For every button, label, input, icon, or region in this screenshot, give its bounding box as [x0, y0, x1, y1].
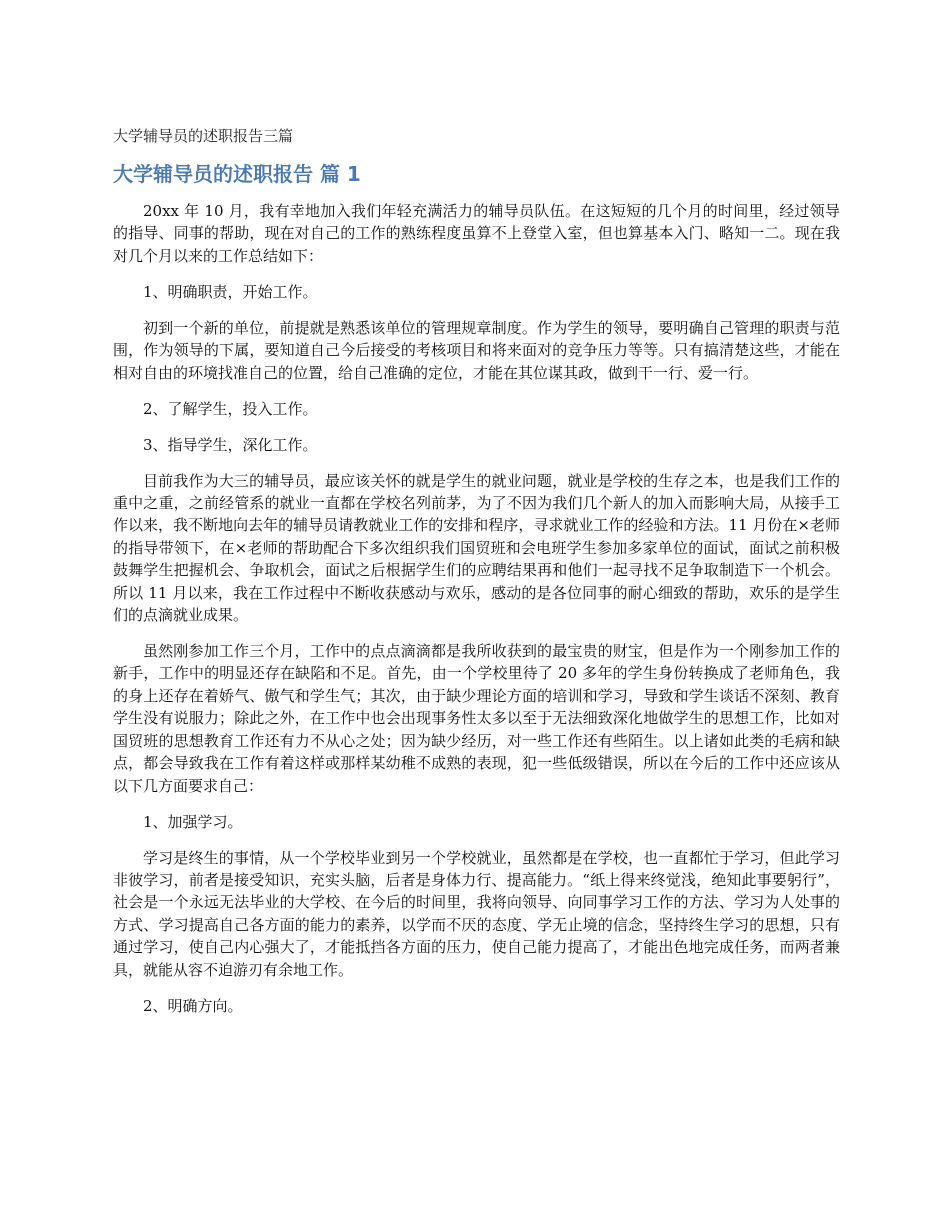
paragraph-intro: 20xx 年 10 月，我有幸地加入我们年轻充满活力的辅导员队伍。在这短短的几个月的时间里，经过领导的指导、同事的帮助，现在对自己的工作的熟练程度虽算不上登堂入室，但也算基本入门、略知一二。现在我对几个月以来的工作总结如下：: [113, 202, 840, 265]
list-item-understand-students: 2、了解学生，投入工作。: [143, 399, 318, 418]
section-heading: 大学辅导员的述职报告 篇 1: [113, 162, 361, 186]
list-item-clarify-duties: 1、明确职责，开始工作。: [143, 282, 318, 301]
list-item-clarify-direction: 2、明确方向。: [143, 996, 243, 1015]
paragraph-shortcomings: 虽然刚参加工作三个月，工作中的点点滴滴都是我所收获到的最宝贵的财宝，但是作为一个刚参加工作的新手，工作中的明显还存在缺陷和不足。首先，由一个学校里待了 20 多年的学生身份转换成了老师角色，我的身上还存在着娇气、傲气和学生气；其次，由于缺少理论方面的培训和学习，导致和学生谈话不深刻、教育学生没有说服力；除此之外，在工作中也会出现事务性太多以至于无法细致深化地做学生的思想工作，比如对国贸班的思想教育工作还有力不从心之处；因为缺少经历，对一些工作还有些陌生。以上诸如此类的毛病和缺点，都会导致我在工作有着这样或那样某幼稚不成熟的表现，犯一些低级错误，所以在今后的工作中还应该从以下几方面要求自己：: [113, 642, 840, 795]
list-item-strengthen-learning: 1、加强学习。: [143, 812, 243, 831]
paragraph-employment: 目前我作为大三的辅导员，最应该关怀的就是学生的就业问题，就业是学校的生存之本，也是我们工作的重中之重，之前经管系的就业一直都在学校名列前茅，为了不因为我们几个新人的加入而影响大局，从接手工作以来，我不断地向去年的辅导员请教就业工作的安排和程序，寻求就业工作的经验和方法。11 月份在×老师的指导带领下，在×老师的帮助配合下多次组织我们国贸班和会电班学生参加多家单位的面试，面试之前积极鼓舞学生把握机会、争取机会，面试之后根据学生们的应聘结果再和他们一起寻找不足争取制造下一个机会。所以 11 月以来，我在工作过程中不断收获感动与欢乐，感动的是各位同事的耐心细致的帮助，欢乐的是学生们的点滴就业成果。: [113, 471, 840, 625]
document-title: 大学辅导员的述职报告三篇: [113, 127, 294, 145]
document-page: [113, 126, 840, 1031]
paragraph-duties: 初到一个新的单位，前提就是熟悉该单位的管理规章制度。作为学生的领导，要明确自己管理的职责与范围，作为领导的下属，要知道自己今后接受的考核项目和将来面对的竞争压力等等。只有搞清楚这些，才能在相对自由的环境找准自己的位置，给自己准确的定位，才能在其位谋其政，做到干一行、爱一行。: [113, 318, 840, 382]
list-item-guide-students: 3、指导学生，深化工作。: [143, 435, 318, 454]
paragraph-learning: 学习是终生的事情，从一个学校毕业到另一个学校就业，虽然都是在学校，也一直都忙于学习，但此学习非彼学习，前者是接受知识，充实头脑，后者是身体力行、提高能力。“纸上得来终觉浅，绝知此事要躬行”，社会是一个永远无法毕业的大学校、在今后的时间里，我将向领导、向同事学习工作的方法、学习为人处事的方式、学习提高自己各方面的能力的素养，以学而不厌的态度、学无止境的信念，坚持终生学习的思想，只有通过学习，使自己内心强大了，才能抵挡各方面的压力，使自己能力提高了，才能出色地完成任务，而两者兼具，就能从容不迫游刃有余地工作。: [113, 848, 840, 979]
